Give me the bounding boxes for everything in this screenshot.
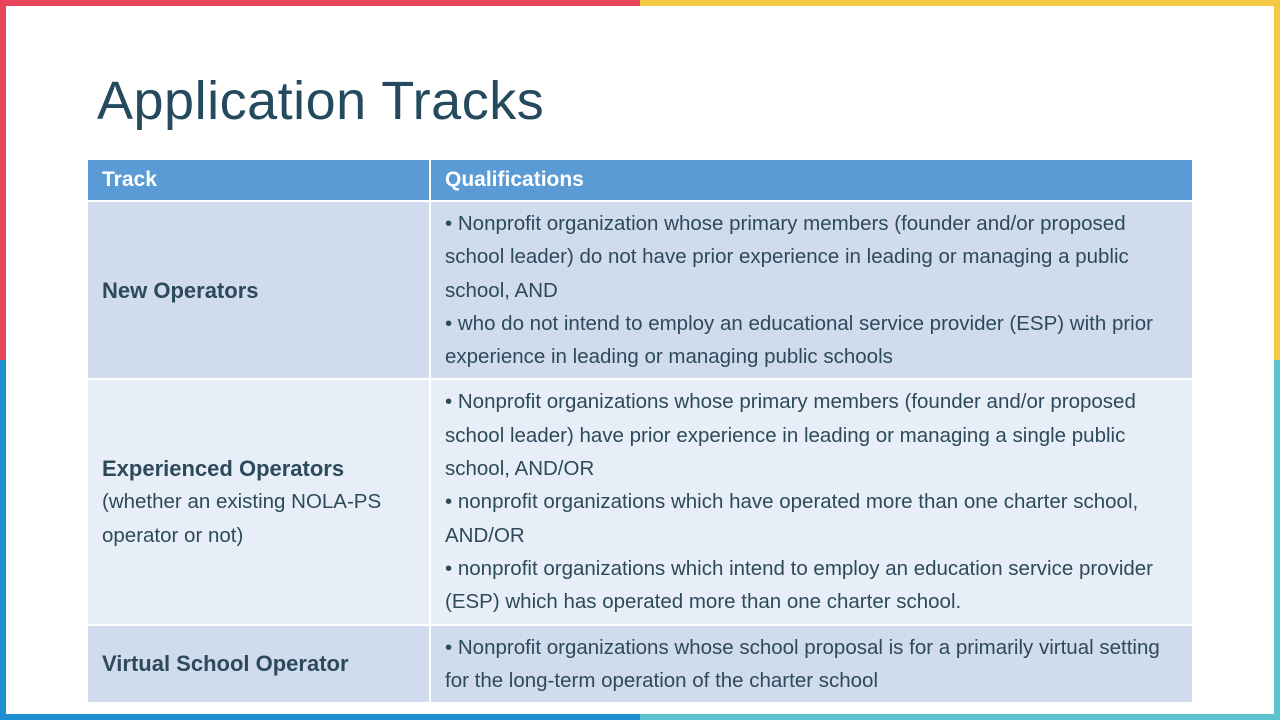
frame-top-left <box>0 0 640 6</box>
track-name: New Operators <box>102 277 259 303</box>
frame-left-bottom <box>0 360 6 720</box>
qualification-item: • Nonprofit organization whose primary members (founder and/or proposed school leader) do not have prior experience in leading or managing a public school, AND <box>445 212 1129 302</box>
table-row-experienced-operators <box>88 379 1192 624</box>
qualification-item: • Nonprofit organizations whose primary members (founder and/or proposed school leader) have prior experience in leading or managing a single public school, AND/OR <box>445 390 1136 481</box>
track-cell <box>88 379 430 624</box>
qualification-item: • nonprofit organizations which have operated more than one charter school, AND/OR <box>445 490 1139 547</box>
qualifications-cell <box>430 201 1192 379</box>
frame-right-top <box>1274 0 1280 360</box>
table-row-virtual-school-operator <box>88 625 1192 704</box>
header-qualifications: Qualifications <box>430 160 1192 201</box>
frame-top-right <box>640 0 1280 6</box>
slide-title: Application Tracks <box>97 71 545 131</box>
header-track: Track <box>88 160 430 201</box>
frame-bottom-right <box>640 714 1280 720</box>
qualification-item: • Nonprofit organizations whose school proposal is for a primarily virtual setting for the long-term operation of the charter school <box>445 635 1160 692</box>
frame-bottom-left <box>0 714 640 720</box>
qualification-item: • who do not intend to employ an educational service provider (ESP) with prior experience in leading or managing public schools <box>445 311 1153 369</box>
application-tracks-table <box>88 160 1192 704</box>
table-row-new-operators <box>88 201 1192 379</box>
track-subtitle: (whether an existing NOLA-PS operator or not) <box>102 490 382 547</box>
table-header-row <box>88 160 1192 201</box>
track-name: Experienced Operators <box>102 456 345 482</box>
track-cell <box>88 201 430 379</box>
qualification-item: • nonprofit organizations which intend to employ an education service provider (ESP) which has operated more than one charter school. <box>445 556 1154 614</box>
frame-left-top <box>0 0 6 360</box>
track-name: Virtual School Operator <box>102 651 349 677</box>
qualifications-cell <box>430 625 1192 704</box>
track-cell <box>88 625 430 704</box>
qualifications-cell <box>430 379 1192 624</box>
frame-right-bottom <box>1274 360 1280 720</box>
